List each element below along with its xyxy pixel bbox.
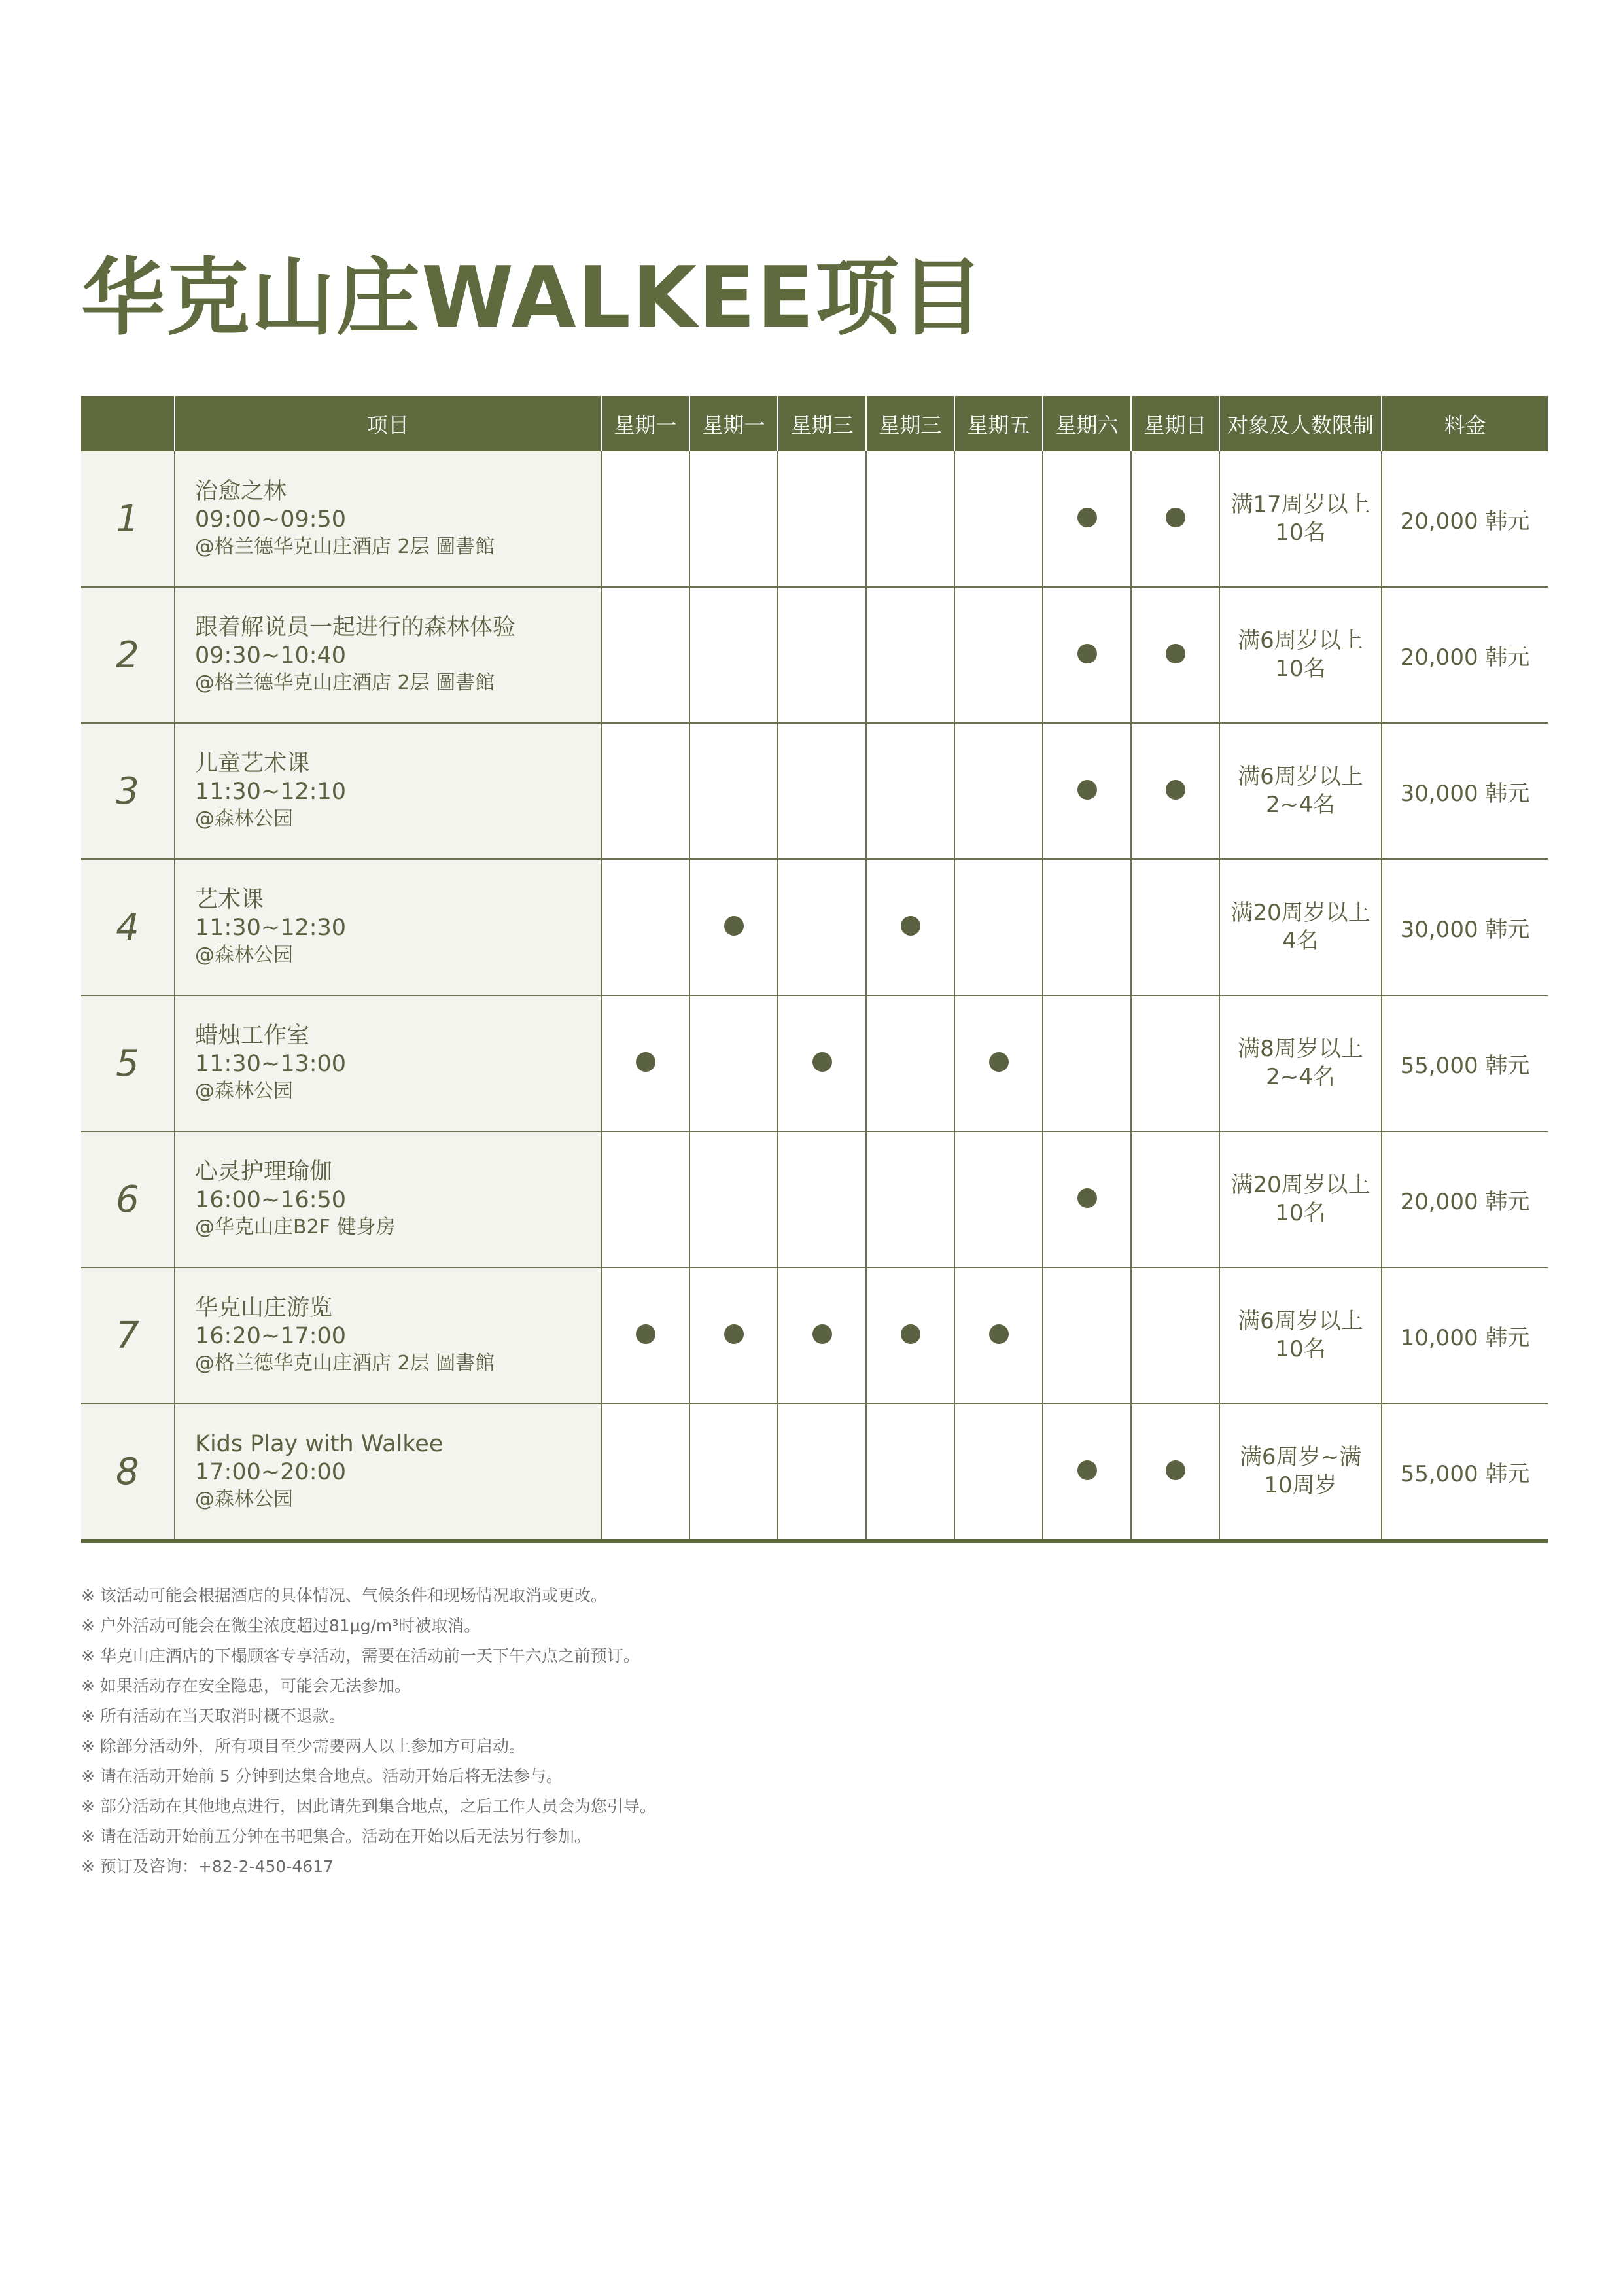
program-cell (175, 1267, 601, 1404)
program-location: @森林公园 (195, 1488, 293, 1511)
day-cell-5 (954, 1267, 1043, 1404)
program-time: 09:30~10:40 (195, 643, 347, 669)
day-cell-3 (778, 859, 866, 995)
day-cell-7 (1131, 1131, 1219, 1267)
target-text: 10名 (1275, 1200, 1326, 1226)
day-cell-7 (1131, 451, 1219, 587)
schedule-dot-icon (812, 1052, 832, 1072)
target-text: 10名 (1275, 1336, 1326, 1362)
schedule-dot-icon (901, 1324, 920, 1344)
target-text: 2~4名 (1266, 792, 1335, 818)
day-cell-7 (1131, 859, 1219, 995)
target-cell (1219, 451, 1382, 587)
program-time: 17:00~20:00 (195, 1459, 347, 1485)
fee-cell: 20,000 韩元 (1382, 587, 1548, 723)
table-row (81, 451, 1548, 587)
target-text: 满8周岁以上 (1238, 1036, 1363, 1062)
fee-cell: 30,000 韩元 (1382, 723, 1548, 859)
target-text: 满6周岁~满 (1239, 1444, 1362, 1470)
program-location: @华克山庄B2F 健身房 (195, 1216, 396, 1239)
program-location: @森林公园 (195, 1080, 293, 1103)
schedule-dot-icon (636, 1324, 655, 1344)
day-cell-2 (689, 859, 778, 995)
schedule-dot-icon (1166, 780, 1185, 800)
schedule-dot-icon (1077, 1460, 1097, 1480)
day-cell-1 (601, 1404, 689, 1541)
header-day-4: 星期三 (866, 396, 954, 451)
row-number: 7 (81, 1267, 175, 1404)
table-row (81, 587, 1548, 723)
day-cell-1 (601, 1131, 689, 1267)
note-item: ※ 如果活动存在安全隐患，可能会无法参加。 (81, 1676, 411, 1695)
row-number: 2 (81, 587, 175, 723)
program-cell (175, 451, 601, 587)
program-name: 心灵护理瑜伽 (195, 1159, 333, 1185)
day-cell-4 (866, 1131, 954, 1267)
schedule-dot-icon (812, 1324, 832, 1344)
note-item: ※ 华克山庄酒店的下榻顾客专享活动，需要在活动前一天下午六点之前预订。 (81, 1646, 640, 1665)
target-text: 满6周岁以上 (1238, 764, 1363, 790)
day-cell-3 (778, 723, 866, 859)
schedule-dot-icon (1166, 508, 1185, 527)
note-item: ※ 该活动可能会根据酒店的具体情况、气候条件和现场情况取消或更改。 (81, 1586, 607, 1605)
page-title: 华克山庄WALKEE项目 (81, 249, 986, 347)
program-cell (175, 995, 601, 1131)
day-cell-2 (689, 995, 778, 1131)
day-cell-5 (954, 859, 1043, 995)
program-location: @格兰德华克山庄酒店 2层 圖書館 (195, 671, 495, 694)
table-row (81, 1404, 1548, 1541)
header-program: 项目 (175, 396, 601, 451)
program-name: 华克山庄游览 (195, 1295, 333, 1321)
day-cell-6 (1043, 995, 1131, 1131)
program-name: 治愈之林 (195, 478, 287, 504)
program-time: 16:20~17:00 (195, 1323, 347, 1349)
day-cell-6 (1043, 1131, 1131, 1267)
note-item: ※ 所有活动在当天取消时概不退款。 (81, 1706, 345, 1725)
day-cell-7 (1131, 1404, 1219, 1541)
day-cell-1 (601, 995, 689, 1131)
day-cell-7 (1131, 1267, 1219, 1404)
target-text: 满6周岁以上 (1238, 1308, 1363, 1334)
header-day-6: 星期六 (1043, 396, 1131, 451)
program-location: @格兰德华克山庄酒店 2层 圖書館 (195, 535, 495, 558)
target-text: 满20周岁以上 (1230, 900, 1370, 926)
schedule-dot-icon (901, 916, 920, 936)
target-text: 4名 (1282, 928, 1319, 954)
day-cell-2 (689, 1131, 778, 1267)
header-day-5: 星期五 (954, 396, 1043, 451)
program-location: @格兰德华克山庄酒店 2层 圖書館 (195, 1352, 495, 1375)
schedule-dot-icon (724, 916, 744, 936)
target-text: 满20周岁以上 (1230, 1172, 1370, 1198)
day-cell-2 (689, 451, 778, 587)
row-number: 8 (81, 1404, 175, 1541)
day-cell-4 (866, 995, 954, 1131)
day-cell-2 (689, 1267, 778, 1404)
row-number: 6 (81, 1131, 175, 1267)
program-cell (175, 723, 601, 859)
target-text: 10周岁 (1264, 1472, 1337, 1498)
day-cell-6 (1043, 587, 1131, 723)
day-cell-5 (954, 723, 1043, 859)
schedule-dot-icon (989, 1052, 1009, 1072)
schedule-dot-icon (1077, 780, 1097, 800)
program-time: 16:00~16:50 (195, 1187, 347, 1213)
day-cell-6 (1043, 1404, 1131, 1541)
day-cell-3 (778, 995, 866, 1131)
day-cell-1 (601, 451, 689, 587)
target-text: 10名 (1275, 656, 1326, 682)
fee-cell: 10,000 韩元 (1382, 1267, 1548, 1404)
program-time: 11:30~12:10 (195, 779, 347, 805)
note-item: ※ 请在活动开始前五分钟在书吧集合。活动在开始以后无法另行参加。 (81, 1827, 591, 1846)
row-number: 3 (81, 723, 175, 859)
schedule-dot-icon (989, 1324, 1009, 1344)
program-name: 儿童艺术课 (195, 751, 310, 777)
program-cell (175, 587, 601, 723)
note-item: ※ 户外活动可能会在微尘浓度超过81μg/m³时被取消。 (81, 1616, 481, 1635)
target-cell (1219, 1267, 1382, 1404)
day-cell-4 (866, 1267, 954, 1404)
program-location: @森林公园 (195, 807, 293, 830)
table-row (81, 723, 1548, 859)
day-cell-3 (778, 1267, 866, 1404)
day-cell-6 (1043, 1267, 1131, 1404)
fee-cell: 20,000 韩元 (1382, 451, 1548, 587)
schedule-dot-icon (724, 1324, 744, 1344)
day-cell-6 (1043, 451, 1131, 587)
fee-cell: 55,000 韩元 (1382, 995, 1548, 1131)
day-cell-3 (778, 1404, 866, 1541)
header-day-1: 星期一 (601, 396, 689, 451)
target-text: 满6周岁以上 (1238, 627, 1363, 654)
header-day-7: 星期日 (1131, 396, 1219, 451)
notes-list (81, 1581, 656, 1882)
program-name: 艺术课 (195, 887, 264, 913)
day-cell-7 (1131, 587, 1219, 723)
day-cell-1 (601, 1267, 689, 1404)
program-name: Kids Play with Walkee (195, 1431, 444, 1457)
target-cell (1219, 587, 1382, 723)
day-cell-2 (689, 1404, 778, 1541)
schedule-dot-icon (1077, 1188, 1097, 1208)
program-time: 11:30~12:30 (195, 915, 347, 941)
row-number: 5 (81, 995, 175, 1131)
program-name: 蜡烛工作室 (195, 1023, 310, 1049)
fee-cell: 20,000 韩元 (1382, 1131, 1548, 1267)
target-text: 10名 (1275, 520, 1326, 546)
day-cell-4 (866, 587, 954, 723)
note-item: ※ 除部分活动外，所有项目至少需要两人以上参加方可启动。 (81, 1737, 525, 1756)
day-cell-5 (954, 995, 1043, 1131)
day-cell-5 (954, 451, 1043, 587)
day-cell-7 (1131, 995, 1219, 1131)
fee-cell: 30,000 韩元 (1382, 859, 1548, 995)
row-number: 4 (81, 859, 175, 995)
fee-cell: 55,000 韩元 (1382, 1404, 1548, 1541)
header-day-3: 星期三 (778, 396, 866, 451)
row-number: 1 (81, 451, 175, 587)
table-row (81, 859, 1548, 995)
header-number (81, 396, 175, 451)
day-cell-4 (866, 451, 954, 587)
target-cell (1219, 995, 1382, 1131)
day-cell-2 (689, 723, 778, 859)
program-cell (175, 1404, 601, 1541)
table-row (81, 995, 1548, 1131)
day-cell-1 (601, 859, 689, 995)
day-cell-5 (954, 1131, 1043, 1267)
program-location: @森林公园 (195, 944, 293, 966)
day-cell-7 (1131, 723, 1219, 859)
schedule-dot-icon (1166, 644, 1185, 663)
program-name: 跟着解说员一起进行的森林体验 (195, 614, 516, 641)
schedule-dot-icon (1077, 508, 1097, 527)
table-body (81, 451, 1548, 1541)
schedule-dot-icon (1166, 1460, 1185, 1480)
header-fee: 料金 (1382, 396, 1548, 451)
day-cell-1 (601, 723, 689, 859)
target-cell (1219, 1404, 1382, 1541)
day-cell-6 (1043, 859, 1131, 995)
table-header (81, 396, 1548, 451)
target-cell (1219, 1131, 1382, 1267)
day-cell-3 (778, 451, 866, 587)
note-item: ※ 请在活动开始前 5 分钟到达集合地点。活动开始后将无法参与。 (81, 1767, 563, 1786)
header-target: 对象及人数限制 (1219, 396, 1382, 451)
target-text: 2~4名 (1266, 1064, 1335, 1090)
target-cell (1219, 859, 1382, 995)
day-cell-6 (1043, 723, 1131, 859)
table-row (81, 1131, 1548, 1267)
day-cell-3 (778, 587, 866, 723)
note-item: ※ 部分活动在其他地点进行，因此请先到集合地点，之后工作人员会为您引导。 (81, 1797, 656, 1816)
schedule-dot-icon (1077, 644, 1097, 663)
program-time: 11:30~13:00 (195, 1051, 347, 1077)
day-cell-1 (601, 587, 689, 723)
program-cell (175, 1131, 601, 1267)
day-cell-4 (866, 723, 954, 859)
day-cell-5 (954, 587, 1043, 723)
table-row (81, 1267, 1548, 1404)
program-table (81, 396, 1548, 1543)
day-cell-3 (778, 1131, 866, 1267)
program-cell (175, 859, 601, 995)
program-time: 09:00~09:50 (195, 506, 347, 533)
note-item: ※ 预订及咨询：+82-2-450-4617 (81, 1857, 334, 1876)
schedule-dot-icon (636, 1052, 655, 1072)
header-day-2: 星期一 (689, 396, 778, 451)
day-cell-5 (954, 1404, 1043, 1541)
target-cell (1219, 723, 1382, 859)
target-text: 满17周岁以上 (1230, 491, 1370, 518)
day-cell-2 (689, 587, 778, 723)
day-cell-4 (866, 859, 954, 995)
day-cell-4 (866, 1404, 954, 1541)
